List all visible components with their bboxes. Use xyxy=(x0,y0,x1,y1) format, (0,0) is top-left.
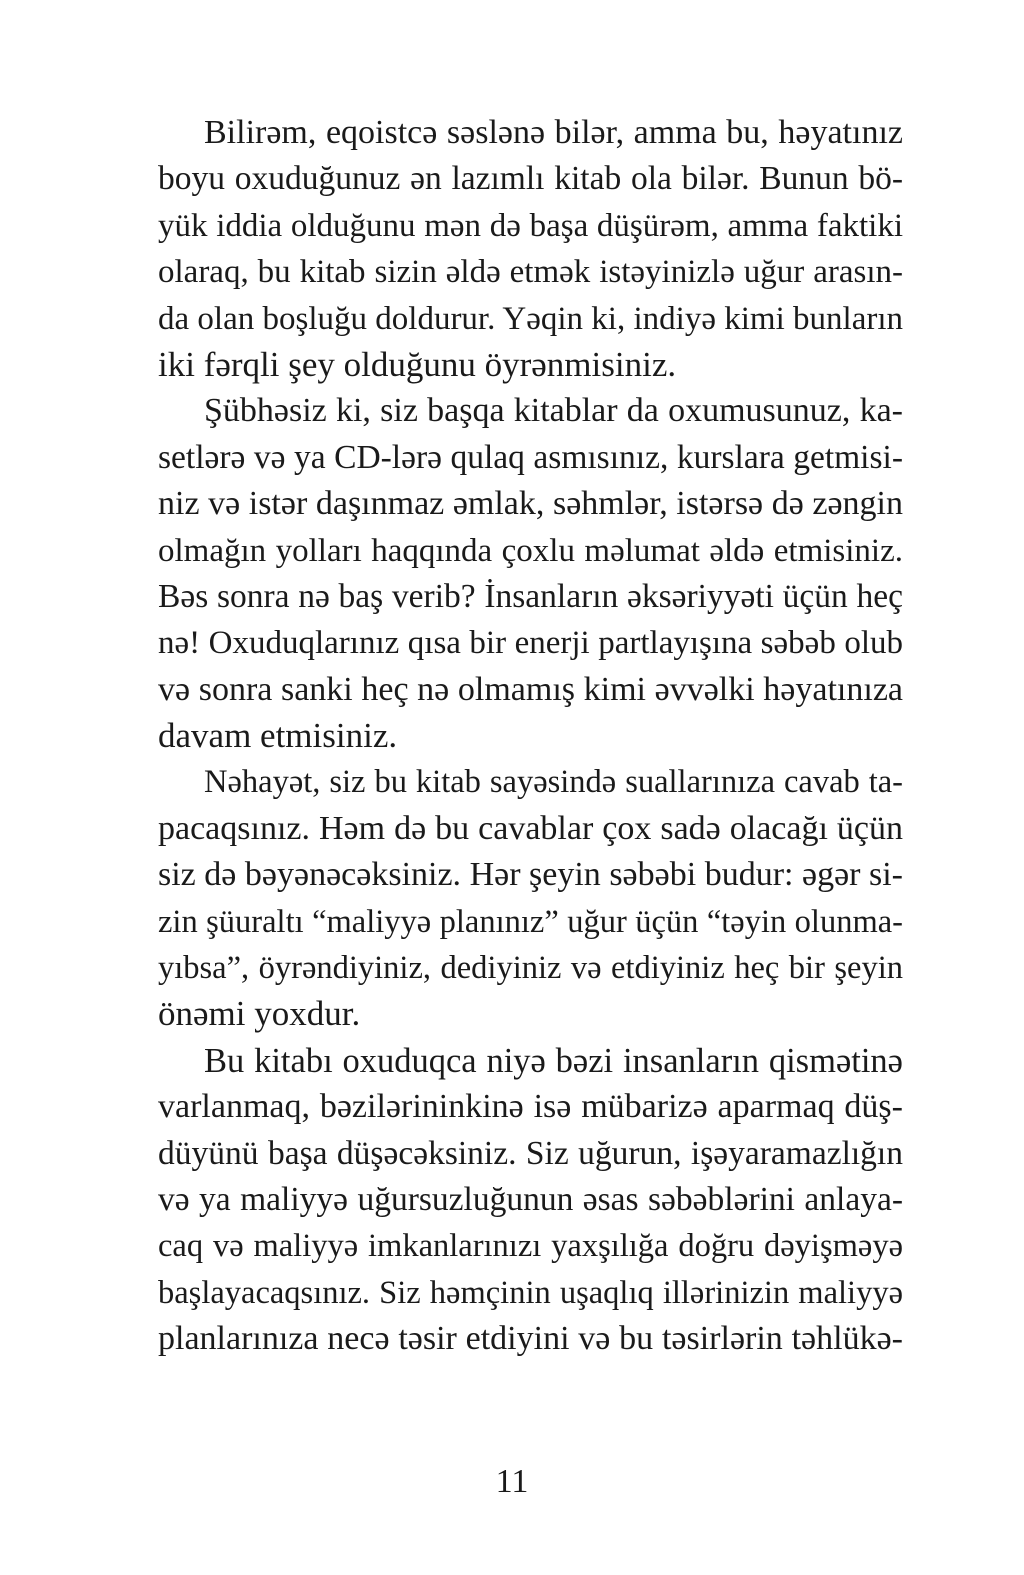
body-text xyxy=(158,110,903,1363)
text-line: Nəhayət, siz bu kitab sayəsində suallarınıza cavab ta- xyxy=(204,764,903,801)
text-line: da olan boşluğu doldurur. Yəqin ki, indiyə kimi bunların xyxy=(158,300,903,337)
text-line: düyünü başa düşəcəksiniz. Siz uğurun, işəyaramazlığın xyxy=(158,1134,903,1172)
text-line: varlanmaq, bəzilərininkinə isə mübarizə aparmaq düş- xyxy=(158,1088,903,1126)
text-line: boyu oxuduğunuz ən lazımlı kitab ola bilər. Bunun bö- xyxy=(158,160,903,198)
text-line: zin şüuraltı “maliyyə planınız” uğur üçün “təyin olunma- xyxy=(158,903,903,940)
text-line: siz də bəyənəcəksiniz. Hər şeyin səbəbi budur: əgər si- xyxy=(158,856,903,894)
text-line: niz və istər daşınmaz əmlak, səhmlər, istərsə də zəngin xyxy=(158,485,903,523)
text-line: önəmi yoxdur. xyxy=(158,994,361,1034)
text-line: Bilirəm, eqoistcə səslənə bilər, amma bu, həyatınız xyxy=(204,114,903,151)
text-line: setlərə və ya CD-lərə qulaq asmısınız, kurslara getmisi- xyxy=(158,438,903,476)
text-line: planlarınıza necə təsir etdiyini və bu təsirlərin təhlükə- xyxy=(158,1320,903,1358)
text-line: başlayacaqsınız. Siz həmçinin uşaqlıq illərinizin maliyyə xyxy=(158,1274,903,1311)
text-line: Bu kitabı oxuduqca niyə bəzi insanların qismətinə xyxy=(204,1041,903,1080)
text-line: caq və maliyyə imkanlarınızı yaxşılığa doğru dəyişməyə xyxy=(158,1228,903,1265)
text-line: olmağın yolları haqqında çoxlu məlumat əldə etmisiniz. xyxy=(158,532,903,569)
text-line: və ya maliyyə uğursuzluğunun əsas səbəblərini anlaya- xyxy=(158,1180,903,1218)
text-line: yıbsa”, öyrəndiyiniz, dediyiniz və etdiyiniz heç bir şeyin xyxy=(158,950,903,987)
page-number: 11 xyxy=(495,1463,529,1500)
text-line: nə! Oxuduqlarınız qısa bir enerji partlayışına səbəb olub xyxy=(158,625,903,662)
text-line: Bəs sonra nə baş verib? İnsanların əksəriyyəti üçün heç xyxy=(158,577,903,615)
text-line: Şübhəsiz ki, siz başqa kitablar da oxumusunuz, ka- xyxy=(204,392,903,430)
text-line: olaraq, bu kitab sizin əldə etmək istəyinizlə uğur arasın- xyxy=(158,254,903,291)
text-line: pacaqsınız. Həm də bu cavablar çox sadə olacağı üçün xyxy=(158,809,903,847)
text-line: iki fərqli şey olduğunu öyrənmisiniz. xyxy=(158,344,677,384)
text-line: davam etmisiniz. xyxy=(158,716,398,756)
text-line: yük iddia olduğunu mən də başa düşürəm, amma faktiki xyxy=(158,207,903,244)
text-line: və sonra sanki heç nə olmamış kimi əvvəlki həyatınıza xyxy=(158,670,903,708)
